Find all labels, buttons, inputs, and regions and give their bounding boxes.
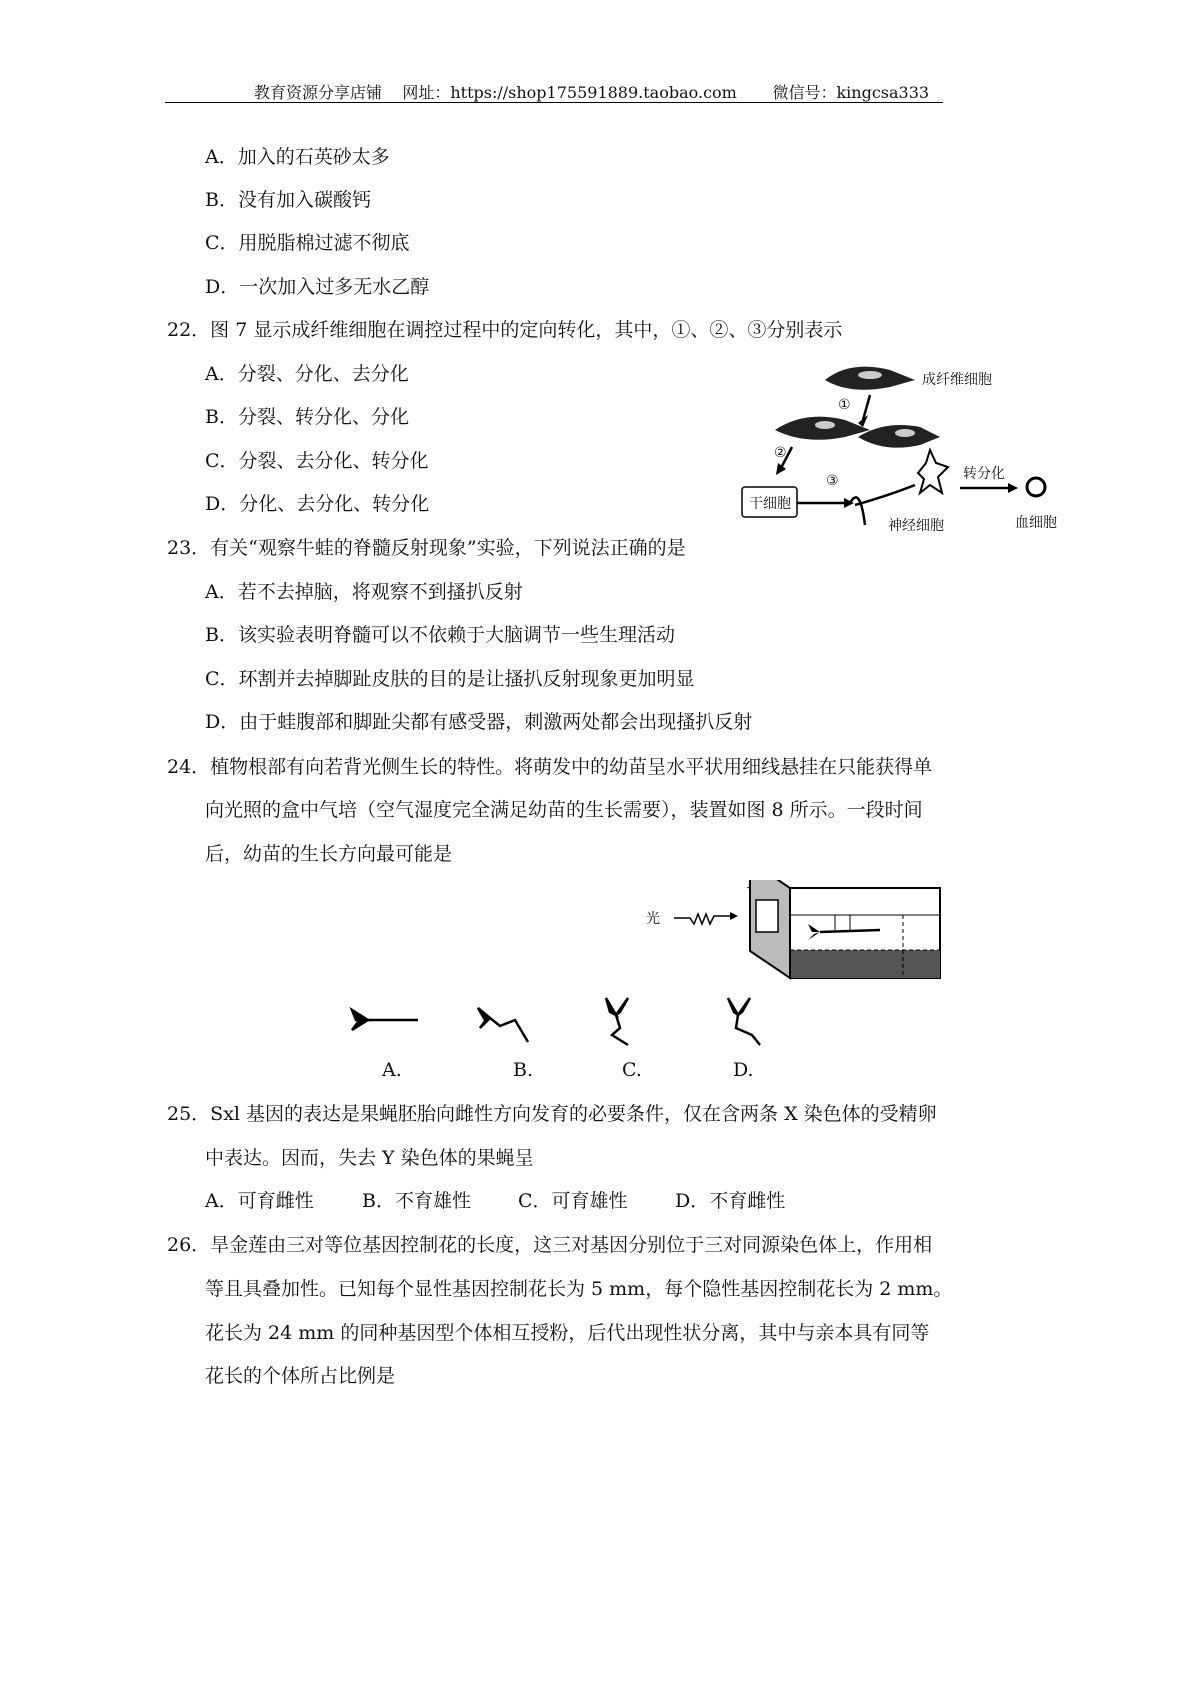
q25-option-d: D．不育雌性 [675,1190,786,1212]
q21-option-c: C．用脱脂棉过滤不彻底 [205,232,410,254]
q26-line-1: 26．旱金莲由三对等位基因控制花的长度，这三对基因分别位于三对同源染色体上，作用相 [167,1234,933,1256]
fibroblast-cell-shape [858,425,940,448]
q25-option-c: C．可育雄性 [518,1190,628,1212]
q25-line-2: 中表达。因而，失去 Y 染色体的果蝇呈 [205,1147,534,1169]
q21-option-a: A．加入的石英砂太多 [205,146,390,168]
q23-option-a: A．若不去掉脑，将观察不到搔扒反射 [205,581,523,603]
seedling-choices-graphics [340,990,780,1050]
q22-option-d: D．分化、去分化、转分化 [205,493,430,515]
q23-option-b: B．该实验表明脊髓可以不依赖于大脑调节一些生理活动 [205,624,675,646]
q24-line-1: 24．植物根部有向若背光侧生长的特性。将萌发中的幼苗呈水平状用细线悬挂在只能获得单 [167,756,933,778]
q24-line-3: 后，幼苗的生长方向最可能是 [205,843,453,865]
q23-option-d: D．由于蛙腹部和脚趾尖都有感受器，刺激两处都会出现搔扒反射 [205,711,753,733]
blood-cell-circle [1027,478,1045,496]
q23-option-c: C．环割并去掉脚趾皮肤的目的是让搔扒反射现象更加明显 [205,668,695,690]
q25-option-b: B．不育雄性 [362,1190,471,1212]
q22-option-c: C．分裂、去分化、转分化 [205,450,429,472]
choice-label-d: D. [733,1059,754,1081]
light-box-graphics [640,880,950,990]
header-rule [165,102,943,103]
q25-option-a: A．可育雌性 [205,1190,314,1212]
choice-label-b: B. [513,1059,534,1081]
figure-8-light-box: 光 [640,880,950,990]
page-header: 教育资源分享店铺 网址：https://shop175591889.taobao.com 微信号：kingcsa333 [254,83,930,102]
q26-line-4: 花长的个体所占比例是 [205,1365,396,1387]
choice-label-c: C. [622,1059,642,1081]
nerve-cell-body [918,450,948,493]
q22-option-b: B．分裂、转分化、分化 [205,406,409,428]
q23-stem: 23．有关“观察牛蛙的脊髓反射现象”实验，下列说法正确的是 [167,537,686,559]
q24-line-2: 向光照的盒中气培（空气湿度完全满足幼苗的生长需要），装置如图 8 所示。一段时间 [205,799,923,821]
q22-stem: 22．图 7 显示成纤维细胞在调控过程中的定向转化，其中，①、②、③分别表示 [167,319,843,341]
q26-line-3: 花长为 24 mm 的同种基因型个体相互授粉，后代出现性状分离，其中与亲本具有同等 [205,1322,930,1344]
q22-option-a: A．分裂、分化、去分化 [205,363,409,385]
q25-line-1: 25．Sxl 基因的表达是果蝇胚胎向雌性方向发育的必要条件，仅在含两条 X 染色体的受精卵 [167,1103,937,1125]
q21-option-b: B．没有加入碳酸钙 [205,189,371,211]
q21-option-d: D．一次加入过多无水乙醇 [205,276,430,298]
q26-line-2: 等且具叠加性。已知每个显性基因控制花长为 5 mm，每个隐性基因控制花长为 2 mm。 [205,1278,953,1300]
choice-label-a: A. [382,1059,402,1081]
figure-7-cell-diagram: 成纤维细胞 ① ② ③ 干细胞 神经细胞 转分化 血细胞 [730,355,1070,545]
